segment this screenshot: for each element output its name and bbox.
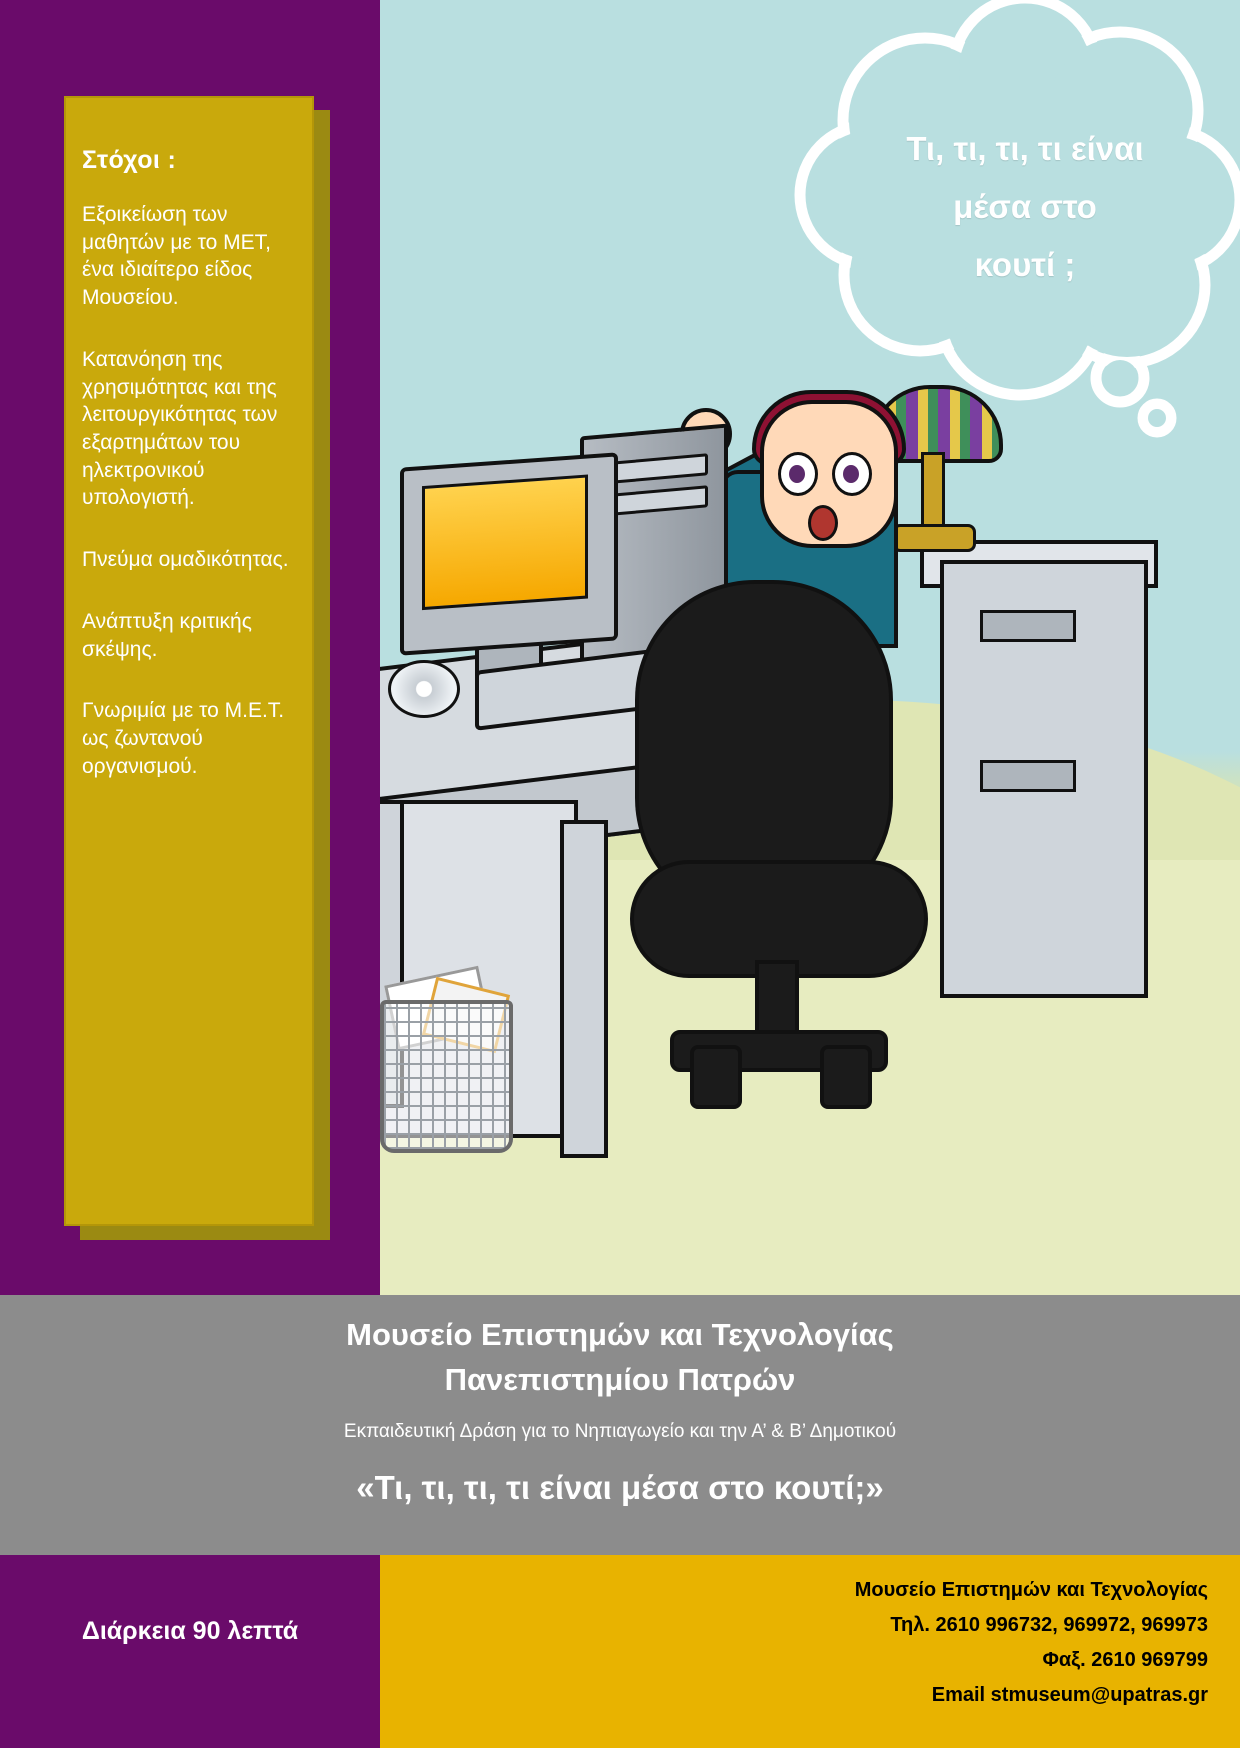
cd-disc	[388, 660, 460, 718]
program-subtitle: Εκπαιδευτική Δράση για το Νηπιαγωγείο και την Α’ & Β’ Δημοτικού	[343, 1420, 897, 1442]
footer-duration-block	[0, 1555, 380, 1754]
boy-mouth	[808, 505, 838, 541]
footer	[0, 1555, 1240, 1754]
footer-contact-block	[380, 1555, 1240, 1754]
bubble-line-1: Τι, τι, τι, τι είναι	[906, 130, 1144, 167]
contact-email: Email stmuseum@upatras.gr	[931, 1684, 1208, 1706]
objective-item-1: Εξοικείωση των μαθητών με το ΜΕΤ, ένα ιδιαίτερο είδος Μουσείου.	[82, 203, 271, 310]
objective-item-3: Πνεύμα ομαδικότητας.	[82, 548, 289, 572]
chair-caster-left	[690, 1045, 742, 1109]
boy-pupil-right	[843, 465, 859, 483]
chair-caster-right	[820, 1045, 872, 1109]
objective-item-5: Γνωριμία με το Μ.Ε.Τ. ως ζωντανού οργανισμού.	[82, 699, 285, 778]
contact-org: Μουσείο Επιστημών και Τεχνολογίας	[854, 1579, 1208, 1601]
monitor-screen	[422, 474, 588, 610]
title-band	[0, 1295, 1240, 1555]
bubble-line-3: κουτί ;	[974, 245, 1076, 283]
duration-text: Διάρκεια 90 λεπτά	[81, 1617, 299, 1645]
objectives-heading: Στόχοι :	[82, 146, 177, 174]
boy-pupil-left	[789, 465, 805, 483]
museum-title-line-1: Μουσείο Επιστημών και Τεχνολογίας	[346, 1317, 894, 1352]
illustration-area	[380, 0, 1240, 1295]
contact-info	[855, 1573, 1208, 1713]
museum-title-line-2: Πανεπιστημίου Πατρών	[444, 1361, 796, 1397]
monitor	[400, 452, 618, 655]
objective-item-2: Κατανόηση της χρησιμότητας και της λειτουργικότητας των εξαρτημάτων του ηλεκτρονικού υπολογιστή.	[82, 347, 278, 510]
boy-eye-left	[778, 452, 818, 496]
waste-bin	[380, 1000, 513, 1153]
bubble-line-2: μέσα στο	[953, 187, 1097, 225]
contact-fax: Φαξ. 2610 969799	[1042, 1649, 1208, 1671]
cabinet-handle-upper	[980, 610, 1076, 642]
lamp-base	[892, 524, 976, 552]
cabinet-handle-lower	[980, 760, 1076, 792]
boy-eye-right	[832, 452, 872, 496]
objective-item-4: Ανάπτυξη κριτικής σκέψης.	[82, 609, 252, 661]
desk-leg-right	[560, 820, 608, 1158]
objectives-panel	[64, 96, 314, 1226]
bottom-white-edge	[0, 1748, 1240, 1754]
contact-phone: Τηλ. 2610 996732, 969972, 969973	[890, 1614, 1208, 1636]
thought-bubble-text	[775, 120, 1240, 293]
program-quote-title: «Τι, τι, τι, τι είναι μέσα στο κουτί;»	[356, 1468, 884, 1506]
